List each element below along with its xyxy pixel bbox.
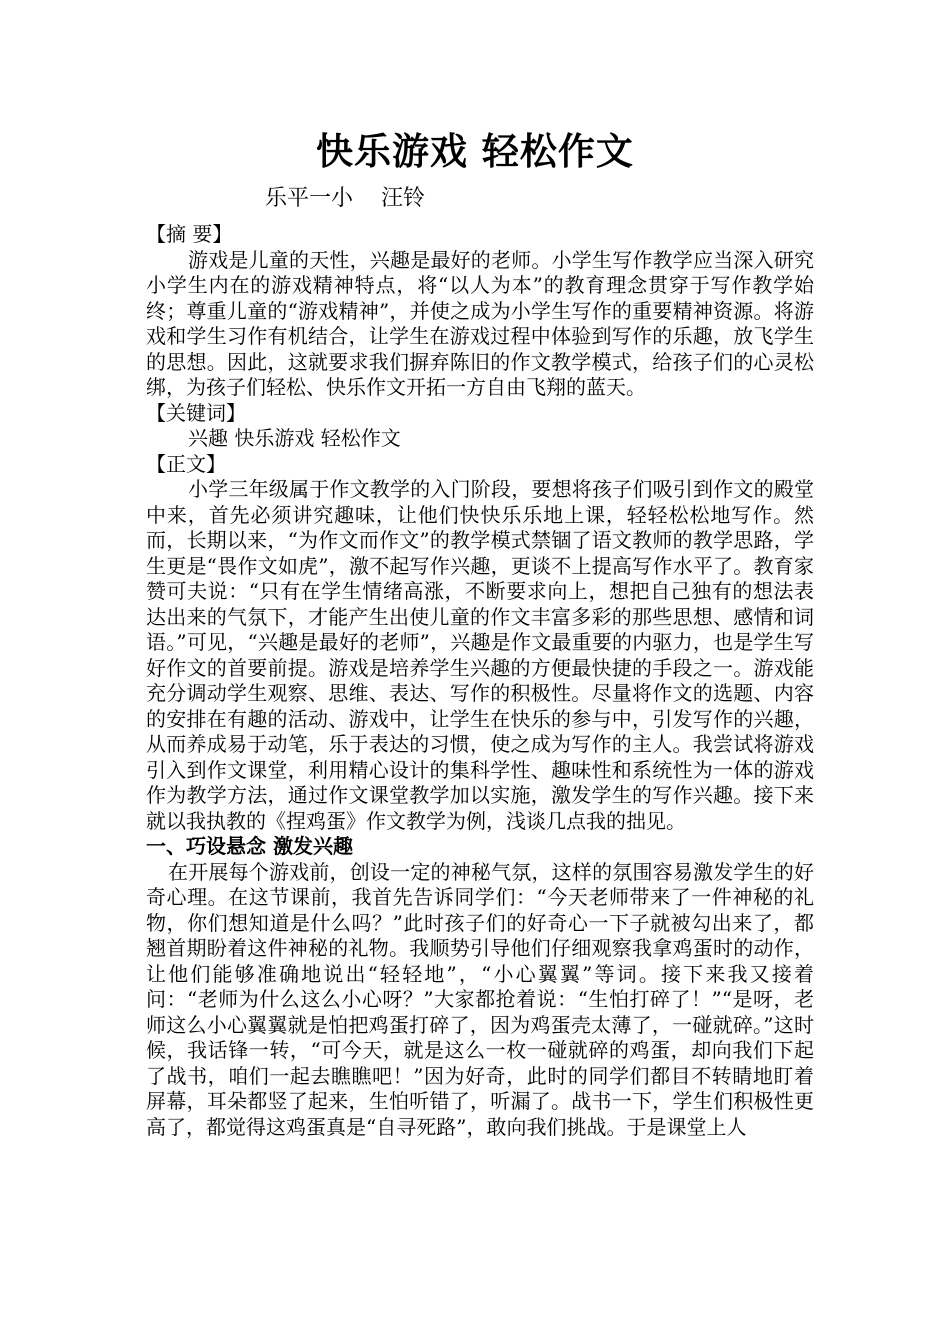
document-body [146, 222, 814, 1140]
abstract-label: 【摘 要】 [146, 222, 233, 246]
document-title: 快乐游戏 轻松作文 [316, 129, 634, 173]
section-heading: 一、巧设悬念 激发兴趣 [146, 834, 353, 858]
keywords-paragraph: 兴趣 快乐游戏 轻松作文 [188, 426, 401, 450]
body-paragraph: 小学三年级属于作文教学的入门阶段，要想将孩子们吸引到作文的殿堂中来，首先必须讲究趣味，让他们快快乐乐地上课，轻轻松松地写作。然而，长期以来，“为作文而作文”的教学模式禁锢了语文教师的教学思路，学生更是“畏作文如虎”，激不起写作兴趣，更谈不上提高写作水平了。教育家赞可夫说：“只有在学生情绪高涨，不断要求向上，想把自己独有的想法表达出来的气氛下，才能产生出使儿童的作文丰富多彩的那些思想、感情和词语。”可见，“兴趣是最好的老师”，兴趣是作文最重要的内驱力，也是学生写好作文的首要前提。游戏是培养学生兴趣的方便最快捷的手段之一。游戏能充分调动学生观察、思维、表达、写作的积极性。尽量将作文的选题、内容的安排在有趣的活动、游戏中，让学生在快乐的参与中，引发写作的兴趣，从而养成易于动笔，乐于表达的习惯，使之成为写作的主人。我尝试将游戏引入到作文课堂，利用精心设计的集科学性、趣味性和系统性为一体的游戏作为教学方法，通过作文课堂教学加以实施，激发学生的写作兴趣。接下来就以我执教的《捏鸡蛋》作文教学为例，浅谈几点我的拙见。 [146, 477, 814, 833]
section-paragraph: 在开展每个游戏前，创设一定的神秘气氛，这样的氛围容易激发学生的好奇心理。在这节课前，我首先告诉同学们：“今天老师带来了一件神秘的礼物，你们想知道是什么吗？”此时孩子们的好奇心一下子就被勾出来了，都翘首期盼着这件神秘的礼物。我顺势引导他们仔细观察我拿鸡蛋时的动作，让他们能够准确地说出“轻轻地”，“小心翼翼”等词。接下来我又接着问：“老师为什么这么小心呀？”大家都抢着说：“生怕打碎了！”“是呀，老师这么小心翼翼就是怕把鸡蛋打碎了，因为鸡蛋壳太薄了，一碰就碎。”这时候，我话锋一转，“可今天，就是这么一枚一碰就碎的鸡蛋，却向我们下起了战书，咱们一起去瞧瞧吧！”因为好奇，此时的同学们都目不转睛地盯着屏幕，耳朵都竖了起来，生怕听错了，听漏了。战书一下，学生们积极性更高了，都觉得这鸡蛋真是“自寻死路”，敢向我们挑战。于是课堂上人 [146, 859, 814, 1139]
document-author: 乐平一小 汪铃 [265, 186, 425, 211]
keywords-label: 【关键词】 [146, 400, 246, 425]
body-label: 【正文】 [146, 451, 226, 476]
abstract-paragraph: 游戏是儿童的天性，兴趣是最好的老师。小学生写作教学应当深入研究小学生内在的游戏精神特点，将“以人为本”的教育理念贯穿于写作教学始终；尊重儿童的“游戏精神”，并使之成为小学生写作的重要精神资源。将游戏和学生习作有机结合，让学生在游戏过程中体验到写作的乐趣，放飞学生的思想。因此，这就要求我们摒弃陈旧的作文教学模式，给孩子们的心灵松绑，为孩子们轻松、快乐作文开拓一方自由飞翔的蓝天。 [146, 247, 814, 399]
